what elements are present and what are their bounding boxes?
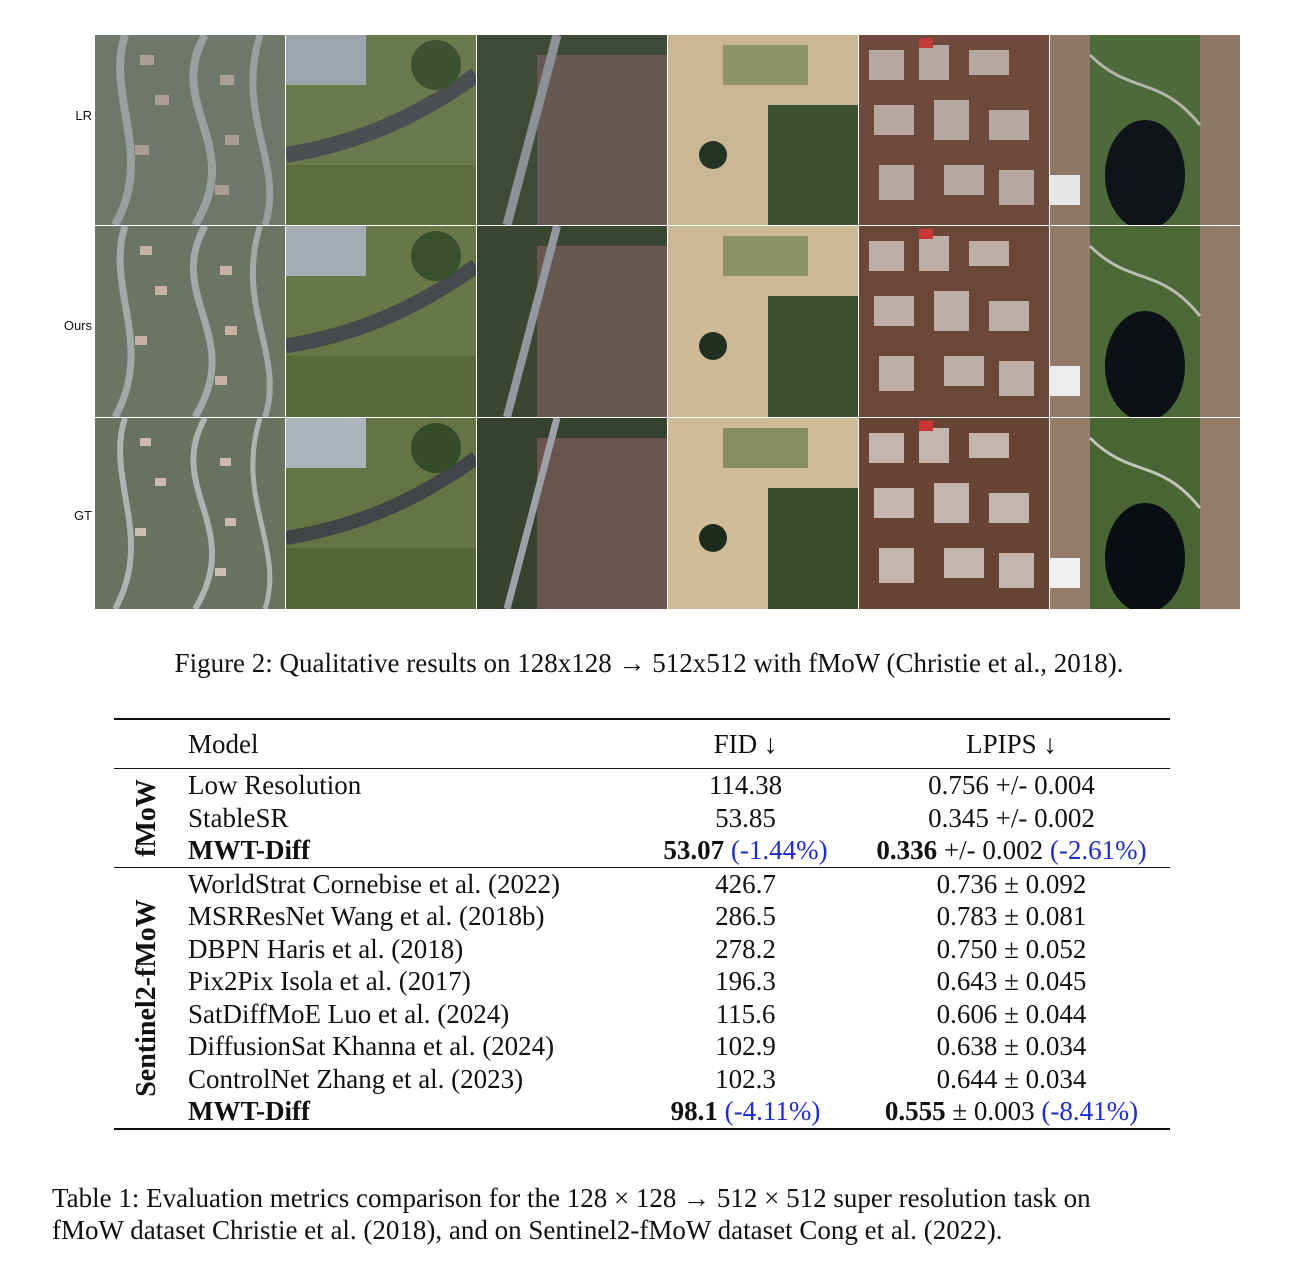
image-ours-town-blocks [859,226,1049,417]
table-row: DiffusionSat Khanna et al. (2024) 102.9 0.638 ± 0.034 [188,1031,1087,1062]
image-ours-fields [668,226,858,417]
image-ours-suburb [95,226,285,417]
row-label-lr: LR [75,108,92,123]
image-gt-road-junction [286,418,476,609]
image-gt-suburb [95,418,285,609]
figure-caption: Figure 2: Qualitative results on 128x128 → 512x512 with fMoW (Christie et al., 2018). [174,648,1124,678]
image-lr-town-blocks [859,35,1049,225]
image-lr-road-junction [286,35,476,225]
table-row: Pix2Pix Isola et al. (2017) 196.3 0.643 ± 0.045 [188,966,1087,997]
results-table [114,718,1170,1130]
image-lr-forest-road [477,35,667,225]
table-row: SatDiffMoE Luo et al. (2024) 115.6 0.606 ± 0.044 [188,998,1087,1029]
table-row: DBPN Haris et al. (2018) 278.2 0.750 ± 0.052 [188,933,1087,964]
header-fid: FID ↓ [638,719,853,769]
table-row: MWT-Diff 98.1 (-4.11%) 0.555 ± 0.003 (-8.41%) [114,1095,1170,1129]
image-lr-park-pond [1050,35,1240,225]
image-ours-park-pond [1050,226,1240,417]
table-row: ControlNet Zhang et al. (2023) 102.3 0.644 ± 0.034 [188,1063,1087,1094]
table-row: MWT-Diff 53.07 (-1.44%) 0.336 +/- 0.002 (-2.61%) [188,835,1147,866]
image-gt-park-pond [1050,418,1240,609]
table-row: StableSR 53.85 0.345 +/- 0.002 [188,802,1095,833]
group-label-fmow: fMoW [114,769,180,868]
image-ours-road-junction [286,226,476,417]
image-gt-town-blocks [859,418,1049,609]
group-label-sentinel2-fmow: Sentinel2-fMoW [114,867,180,1129]
qualitative-image-grid [95,35,1240,609]
image-lr-suburb [95,35,285,225]
image-lr-fields [668,35,858,225]
table-row: fMoW Low Resolution 114.38 0.756 +/- 0.004 [114,769,1170,802]
header-model: Model [180,719,638,769]
image-ours-forest-road [477,226,667,417]
table-caption-line-1: Table 1: Evaluation metrics comparison for the 128 × 128 → 512 × 512 super resolution task on [52,1183,1091,1213]
table-row: Sentinel2-fMoW WorldStrat Cornebise et al. (2022) 426.7 0.736 ± 0.092 [114,867,1170,900]
table-caption [52,1182,1252,1246]
row-label-ours: Ours [63,318,92,333]
table-row: MSRResNet Wang et al. (2018b) 286.5 0.783 ± 0.081 [188,901,1087,932]
table-header-row [114,719,1170,769]
row-label-gt: GT [73,508,92,523]
table-caption-line-2: fMoW dataset Christie et al. (2018), and on Sentinel2-fMoW dataset Cong et al. (2022). [52,1215,1003,1245]
image-gt-fields [668,418,858,609]
image-gt-forest-road [477,418,667,609]
header-lpips: LPIPS ↓ [853,719,1170,769]
